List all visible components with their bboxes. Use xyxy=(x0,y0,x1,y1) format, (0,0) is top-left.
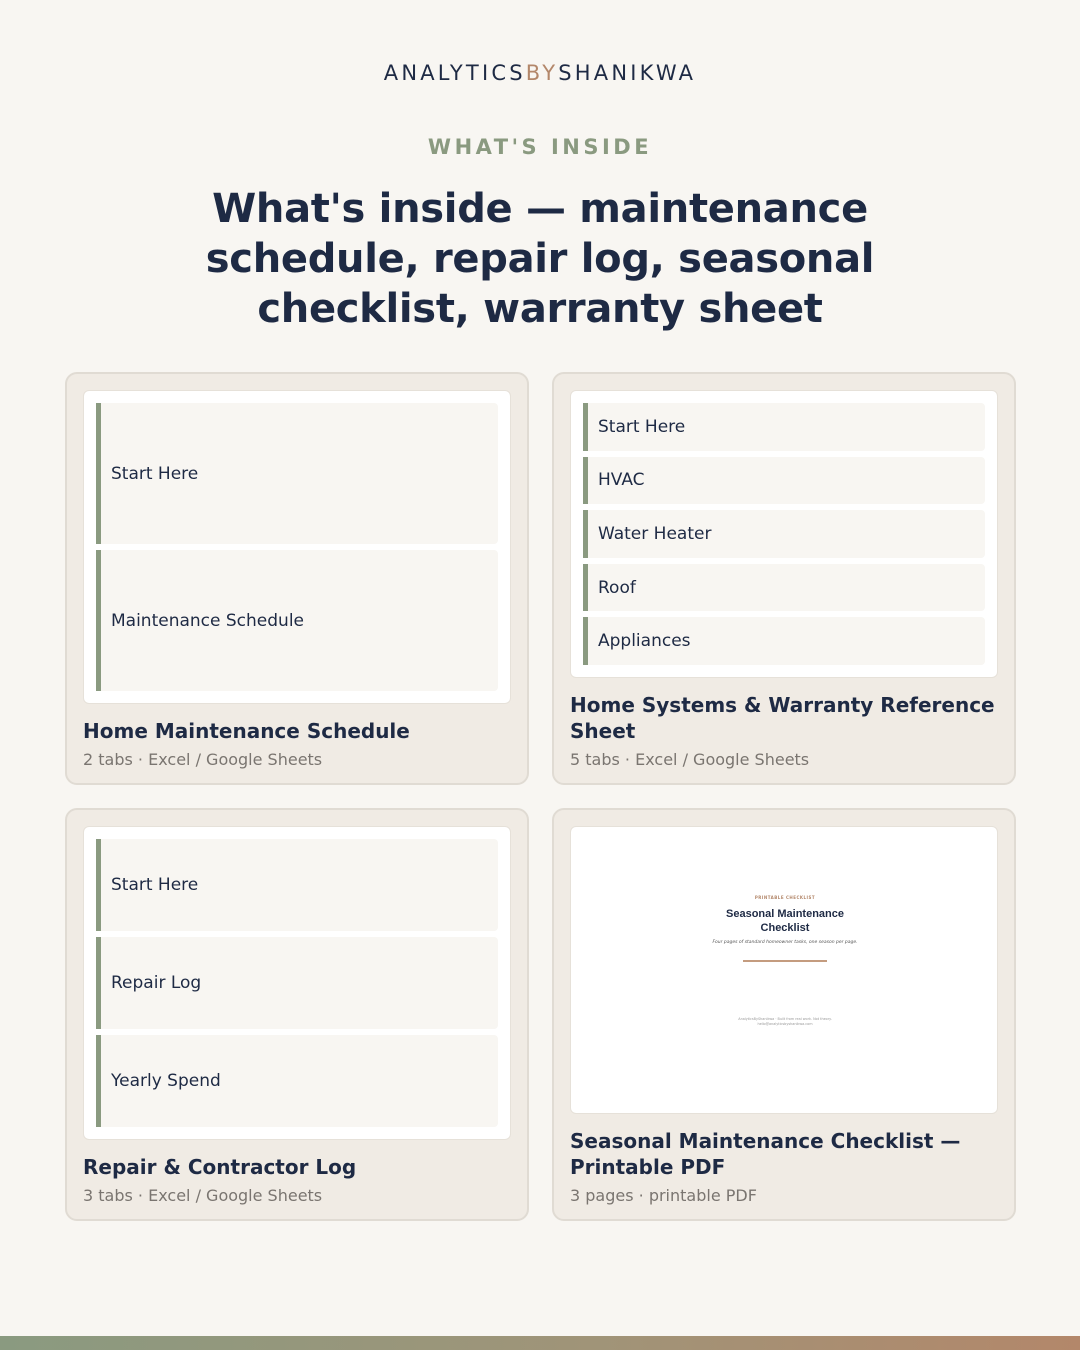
bottom-gradient-bar xyxy=(0,1336,1080,1350)
pdf-eyebrow: PRINTABLE CHECKLIST xyxy=(754,895,816,900)
sheet-tab: HVAC xyxy=(583,457,985,505)
pdf-footer xyxy=(571,1017,999,1027)
card-title: Repair & Contractor Log xyxy=(83,1155,357,1179)
sheet-tab: Roof xyxy=(583,564,985,612)
pdf-title-line: Checklist xyxy=(760,922,810,934)
product-card-maintenance-schedule xyxy=(65,372,529,785)
card-meta: 3 pages · printable PDF xyxy=(570,1186,757,1205)
pdf-footer-line: hello@analyticsbyshanikwa.com xyxy=(757,1022,813,1026)
card-meta: 5 tabs · Excel / Google Sheets xyxy=(570,750,810,769)
section-eyebrow: WHAT'S INSIDE xyxy=(427,135,653,159)
sheet-tab: Appliances xyxy=(583,617,985,665)
brand-part-by: BY xyxy=(525,61,559,85)
card-title: Home Maintenance Schedule xyxy=(83,719,410,743)
pdf-cover-page xyxy=(571,827,999,1115)
sheet-tab: Yearly Spend xyxy=(96,1035,498,1127)
sheet-tab: Water Heater xyxy=(583,510,985,558)
brand-part-name: SHANIKWA xyxy=(558,61,697,85)
sheet-tab: Maintenance Schedule xyxy=(96,550,498,691)
product-card-seasonal-checklist xyxy=(552,808,1016,1221)
page-headline: What's inside — maintenance schedule, repair log, seasonal checklist, warranty sheet xyxy=(205,186,875,332)
sheet-tab: Repair Log xyxy=(96,937,498,1029)
brand-logo xyxy=(0,61,1080,85)
sheet-tab: Start Here xyxy=(583,403,985,451)
product-card-repair-log xyxy=(65,808,529,1221)
card-title: Home Systems & Warranty Reference Sheet xyxy=(570,693,995,743)
sheet-tab: Start Here xyxy=(96,839,498,931)
brand-part-analytics: ANALYTICS xyxy=(383,61,526,85)
sheet-tabs-preview xyxy=(570,390,998,678)
product-card-warranty-sheet xyxy=(552,372,1016,785)
card-meta: 3 tabs · Excel / Google Sheets xyxy=(83,1186,323,1205)
pdf-title xyxy=(571,907,999,935)
pdf-subtitle: Four pages of standard homeowner tasks, one season per page. xyxy=(712,940,858,945)
pdf-title-line: Seasonal Maintenance xyxy=(726,908,844,920)
pdf-divider xyxy=(743,960,827,962)
sheet-tabs-preview xyxy=(83,390,511,704)
sheet-tab: Start Here xyxy=(96,403,498,544)
card-meta: 2 tabs · Excel / Google Sheets xyxy=(83,750,323,769)
sheet-tabs-preview xyxy=(83,826,511,1140)
pdf-preview xyxy=(570,826,998,1114)
pdf-footer-line: AnalyticsByShanikwa · Built from real work. Not theory. xyxy=(738,1017,832,1021)
card-title: Seasonal Maintenance Checklist — Printable PDF xyxy=(570,1129,961,1179)
